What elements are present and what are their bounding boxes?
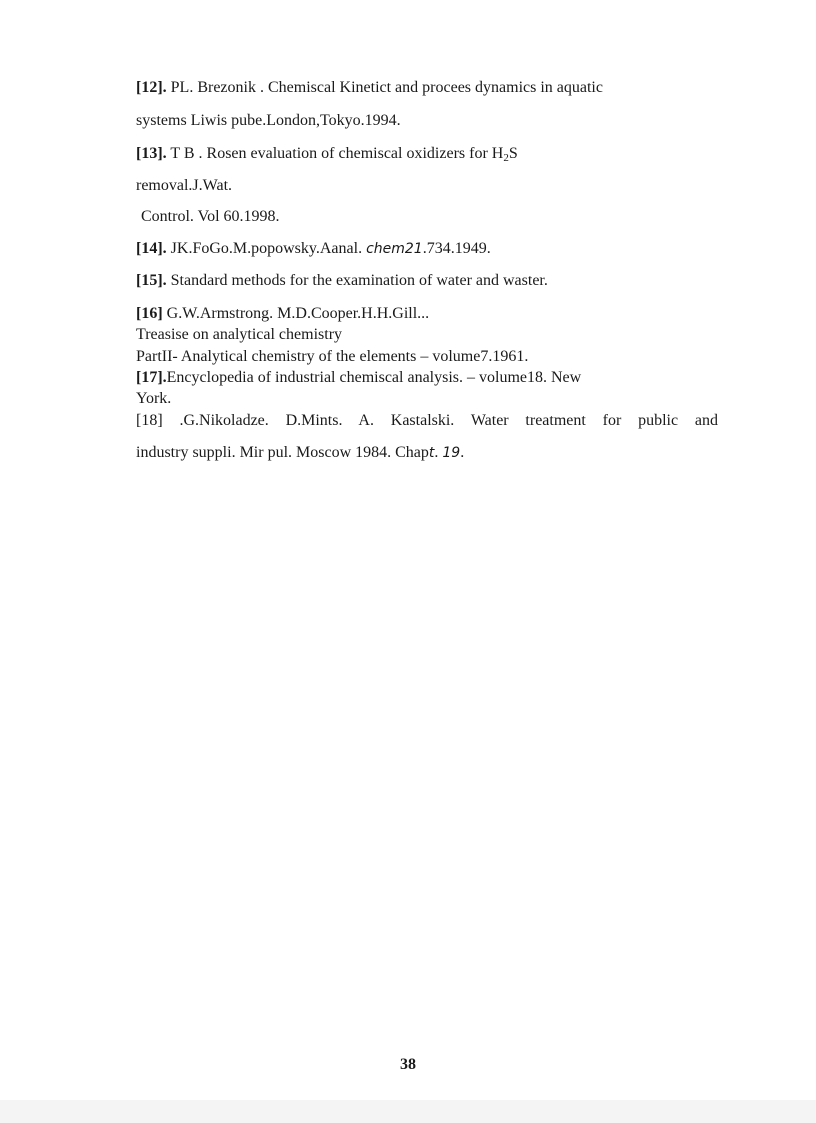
reference-14-text-end: .734.1949. xyxy=(422,240,491,257)
reference-16-line-1 xyxy=(136,304,429,324)
reference-12-text: PL. Brezonik . Chemiscal Kinetict and procees dynamics in aquatic xyxy=(170,79,603,96)
reference-17-line-2: York. xyxy=(136,390,172,407)
reference-13-number: [13]. xyxy=(136,145,167,162)
reference-18-text-2: industry suppli. Mir pul. Moscow 1984. Chap xyxy=(136,444,429,461)
reference-18-text-end: . xyxy=(460,444,465,461)
reference-16-text: G.W.Armstrong. M.D.Cooper.H.H.Gill... xyxy=(166,305,430,322)
reference-13-line-2: removal.J.Wat. xyxy=(136,177,233,194)
reference-17-text: Encyclopedia of industrial chemiscal analysis. – volume18. New xyxy=(166,369,582,386)
page-number: 38 xyxy=(400,1056,416,1073)
reference-17-number: [17]. xyxy=(136,369,167,386)
reference-12-line-1 xyxy=(136,78,603,98)
reference-12-number: [12]. xyxy=(136,79,167,96)
reference-15-number: [15]. xyxy=(136,272,167,289)
reference-14-italic: chem21 xyxy=(366,241,423,257)
reference-15-text: Standard methods for the examination of water and waster. xyxy=(170,272,548,289)
reference-18-text: .G.Nikoladze. D.Mints. A. Kastalski. Water treatment for public and xyxy=(179,412,719,429)
page-bottom-edge xyxy=(0,1100,816,1123)
reference-16-line-2: Treasise on analytical chemistry xyxy=(136,326,343,343)
reference-15 xyxy=(136,271,548,291)
reference-14-text: JK.FoGo.M.popowsky.Aanal. xyxy=(170,240,363,257)
reference-18-text-3: . xyxy=(434,444,443,461)
reference-18-italic-t: t xyxy=(428,445,435,461)
reference-17-line-1 xyxy=(136,368,581,388)
reference-14 xyxy=(136,239,491,259)
reference-13-line-1 xyxy=(136,144,518,164)
reference-18-line-2 xyxy=(136,443,464,463)
reference-18-line-1 xyxy=(136,411,718,431)
reference-16-number: [16] xyxy=(136,305,163,322)
reference-13-text: T B . Rosen evaluation of chemiscal oxidizers for H xyxy=(170,145,504,162)
reference-13-text-end: S xyxy=(508,145,518,162)
reference-18-italic-19: 19 xyxy=(442,445,461,461)
reference-13-line-3: Control. Vol 60.1998. xyxy=(141,208,280,225)
reference-18-number: [18] xyxy=(136,412,163,429)
reference-12-line-2: systems Liwis pube.London,Tokyo.1994. xyxy=(136,112,401,129)
reference-16-line-3: PartII- Analytical chemistry of the elements – volume7.1961. xyxy=(136,348,529,365)
reference-13-subscript: 2 xyxy=(503,152,509,164)
reference-14-number: [14]. xyxy=(136,240,167,257)
